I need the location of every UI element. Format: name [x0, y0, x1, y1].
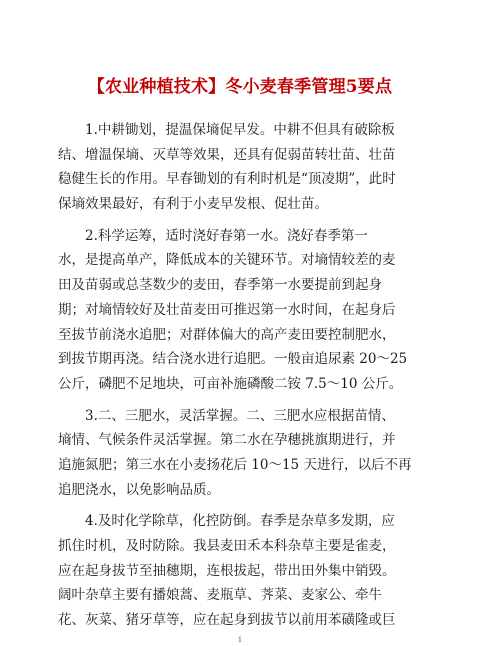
paragraph-line: 到拔节期再浇。结合浇水进行追肥。一般亩追尿素 20～25: [58, 351, 408, 368]
document-body: [58, 118, 430, 640]
paragraph-1: [58, 118, 430, 217]
paragraph-line: 墒情、气候条件灵活掌握。第二水在孕穗挑旗期进行，并: [58, 432, 396, 449]
paragraph-line: 追肥浇水，以免影响品质。: [58, 481, 220, 498]
paragraph-2: [58, 224, 430, 397]
paragraph-line: 公斤，磷肥不足地块，可亩补施磷酸二铵 7.5～10 公斤。: [58, 375, 403, 392]
paragraph-line: 4.及时化学除草，化控防倒。春季是杂草多发期，应: [85, 513, 395, 530]
paragraph-line: 保墒效果最好，有利于小麦早发根、促壮苗。: [58, 196, 328, 213]
paragraph-line: 结、增温保墒、灭草等效果，还具有促弱苗转壮苗、壮苗: [58, 146, 396, 163]
page-title: 【农业种植技术】冬小麦春季管理5要点: [87, 77, 393, 97]
paragraph-line: 追施氮肥；第三水在小麦扬花后 10～15 天进行，以后不再: [58, 456, 412, 473]
paragraph-4: [58, 509, 430, 632]
paragraph-3: [58, 404, 430, 503]
paragraph-line: 抓住时机，及时防除。我县麦田禾本科杂草主要是雀麦，: [58, 538, 396, 554]
paragraph-line: 稳健生长的作用。早春锄划的有利时机是“顶凌期”，此时: [58, 171, 396, 188]
page-number: 1: [237, 636, 243, 644]
paragraph-line: 阔叶杂草主要有播娘蒿、麦瓶草、荠菜、麦家公、牵牛: [58, 587, 382, 604]
paragraph-line: 3.二、三肥水，灵活掌握。二、三肥水应根据苗情、: [85, 407, 395, 424]
paragraph-line: 1.中耕锄划，提温保墒促早发。中耕不但具有破除板: [85, 122, 395, 138]
paragraph-line: 2.科学运筹，适时浇好春第一水。浇好春季第一: [85, 227, 368, 244]
paragraph-line: 期；对墒情较好及壮苗麦田可推迟第一水时间，在起身后: [58, 301, 396, 318]
paragraph-line: 应在起身拔节至抽穗期，连根拔起，带出田外集中销毁。: [58, 562, 396, 579]
paragraph-line: 花、灰菜、猪牙草等，应在起身到拔节以前用苯磺隆或巨: [58, 612, 396, 629]
paragraph-line: 田及苗弱或总茎数少的麦田，春季第一水要提前到起身: [58, 277, 382, 294]
paragraph-line: 至拔节前浇水追肥；对群体偏大的高产麦田要控制肥水，: [58, 326, 396, 343]
paragraph-line: 水，是提高单产，降低成本的关键环节。对墒情较差的麦: [58, 252, 396, 269]
